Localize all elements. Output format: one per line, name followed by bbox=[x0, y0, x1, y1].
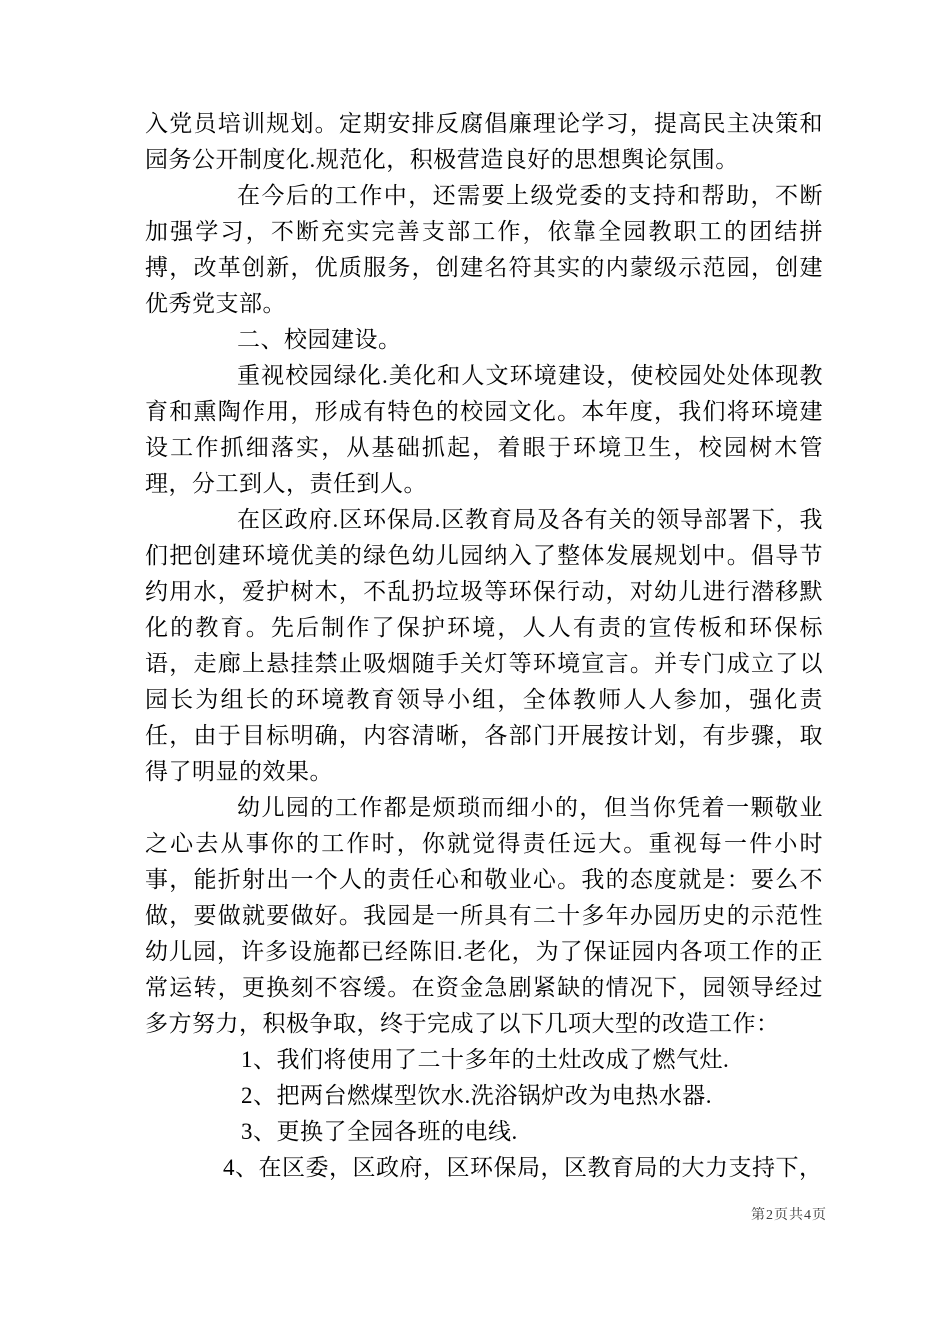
section-heading-campus-construction: 二、校园建设。 bbox=[237, 327, 402, 352]
paragraph-renovation-intro: 幼儿园的工作都是烦琐而细小的，但当你凭着一颗敬业之心去从事你的工作时，你就觉得责任远大。重视每一件小时事，能折射出一个人的责任心和敬业心。我的态度就是：要么不做，要做就要做好。我园是一所具有二十多年办园历史的示范性幼儿园，许多设施都已经陈旧.老化，为了保证园内各项工作的正常运转，更换刻不容缓。在资金急剧紧缺的情况下，园领导经过多方努力，积极争取，终于完成了以下几项大型的改造工作： bbox=[145, 795, 823, 1036]
paragraph-future-work: 在今后的工作中，还需要上级党委的支持和帮助，不断加强学习，不断充实完善支部工作，依靠全园教职工的团结拼搏，改革创新，优质服务，创建名符其实的内蒙级示范园，创建优秀党支部。 bbox=[145, 183, 823, 316]
list-item-4: 4、在区委，区政府，区环保局，区教育局的大力支持下， bbox=[223, 1155, 823, 1180]
page-number-indicator: 第2页共4页 bbox=[751, 1208, 827, 1223]
list-item-1: 1、我们将使用了二十多年的土灶改成了燃气灶. bbox=[241, 1047, 730, 1072]
list-item-3: 3、更换了全园各班的电线. bbox=[241, 1119, 518, 1144]
paragraph-continuation: 入党员培训规划。定期安排反腐倡廉理论学习，提高民主决策和园务公开制度化.规范化，积极营造良好的思想舆论氛围。 bbox=[145, 111, 823, 172]
document-body bbox=[145, 106, 823, 1186]
paragraph-environment-education: 在区政府.区环保局.区教育局及各有关的领导部署下，我们把创建环境优美的绿色幼儿园纳入了整体发展规划中。倡导节约用水，爱护树木，不乱扔垃圾等环保行动，对幼儿进行潜移默化的教育。先后制作了保护环境，人人有责的宣传板和环保标语，走廊上悬挂禁止吸烟随手关灯等环境宣言。并专门成立了以园长为组长的环境教育领导小组，全体教师人人参加，强化责任，由于目标明确，内容清晰，各部门开展按计划，有步骤，取得了明显的效果。 bbox=[145, 507, 823, 784]
list-item-2: 2、把两台燃煤型饮水.洗浴锅炉改为电热水器. bbox=[241, 1083, 712, 1108]
paragraph-campus-greening: 重视校园绿化.美化和人文环境建设，使校园处处体现教育和熏陶作用，形成有特色的校园文化。本年度，我们将环境建设工作抓细落实，从基础抓起，着眼于环境卫生，校园树木管理，分工到人，责任到人。 bbox=[145, 363, 823, 496]
